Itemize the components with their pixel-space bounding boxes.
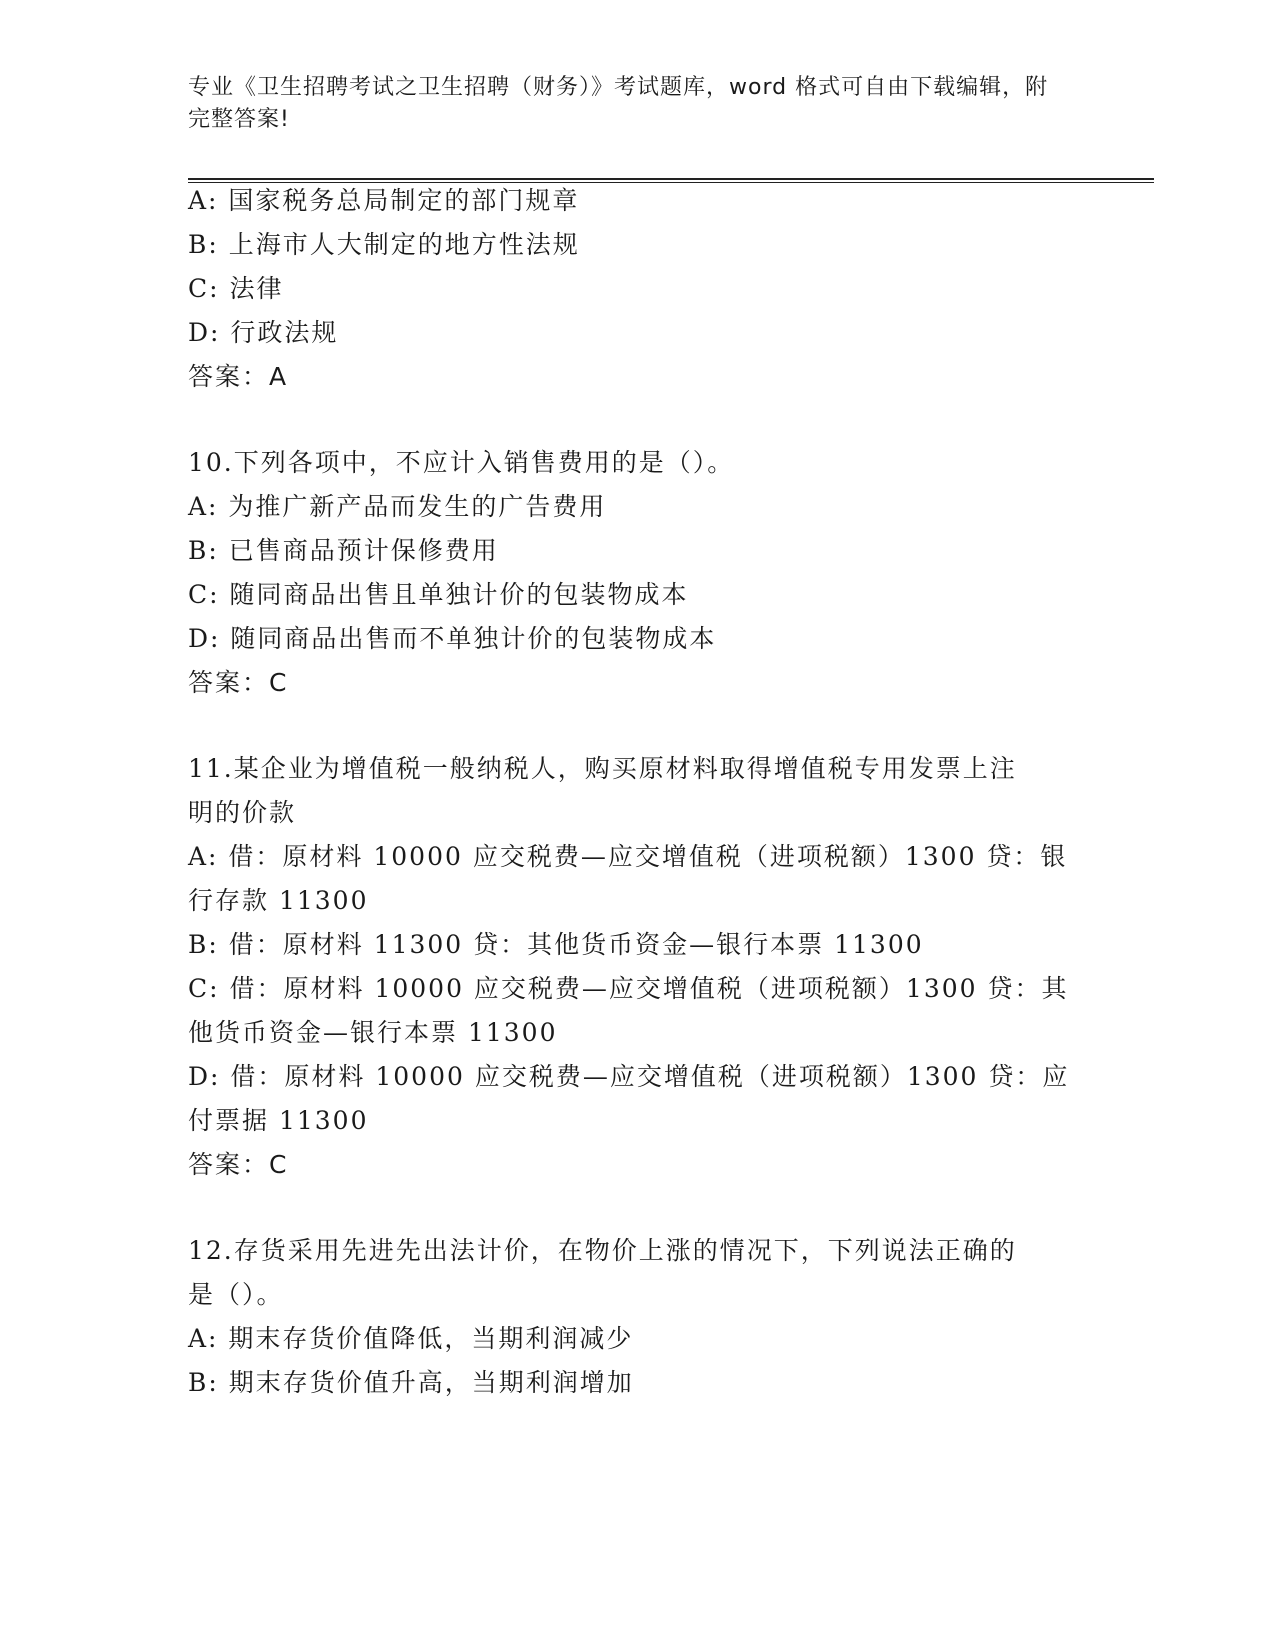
document-header: 专业《卫生招聘考试之卫生招聘（财务）》考试题库，word 格式可自由下载编辑，附完整答案! (188, 75, 1049, 132)
q9-option-d: D: 行政法规 (188, 318, 339, 347)
q10-answer: 答案：C (188, 668, 289, 697)
q11-option-c-line1: C: 借：原材料 10000 应交税费—应交增值税（进项税额）1300 贷：其 (188, 974, 1069, 1003)
q9-option-a: A: 国家税务总局制定的部门规章 (188, 186, 580, 215)
q10-stem: 10.下列各项中，不应计入销售费用的是（）。 (188, 448, 735, 477)
q10-option-d: D: 随同商品出售而不单独计价的包装物成本 (188, 624, 717, 653)
q11-option-d-line1: D: 借：原材料 10000 应交税费—应交增值税（进项税额）1300 贷：应 (188, 1062, 1070, 1091)
q12-stem-line1: 12.存货采用先进先出法计价，在物价上涨的情况下，下列说法正确的 (188, 1236, 1017, 1265)
q9-option-b: B: 上海市人大制定的地方性法规 (188, 230, 580, 259)
q10-option-a: A: 为推广新产品而发生的广告费用 (188, 492, 607, 521)
q11-answer: 答案：C (188, 1150, 289, 1179)
q11-stem-line1: 11.某企业为增值税一般纳税人，购买原材料取得增值税专用发票上注 (188, 754, 1017, 783)
q12-option-a: A: 期末存货价值降低，当期利润减少 (188, 1324, 634, 1353)
q10-option-b: B: 已售商品预计保修费用 (188, 536, 499, 565)
q10-option-c: C: 随同商品出售且单独计价的包装物成本 (188, 580, 689, 609)
q11-option-a-line2: 行存款 11300 (188, 886, 369, 915)
q9-answer: 答案：A (188, 362, 289, 391)
q9-option-c: C: 法律 (188, 274, 284, 303)
q11-option-b: B: 借：原材料 11300 贷：其他货币资金—银行本票 11300 (188, 930, 924, 959)
q11-option-a-line1: A: 借：原材料 10000 应交税费—应交增值税（进项税额）1300 贷：银 (188, 842, 1068, 871)
q11-option-c-line2: 他货币资金—银行本票 11300 (188, 1018, 558, 1047)
q11-stem-line2: 明的价款 (188, 798, 297, 827)
q12-stem-line2: 是（）。 (188, 1280, 284, 1309)
q12-option-b: B: 期末存货价值升高，当期利润增加 (188, 1368, 634, 1397)
q11-option-d-line2: 付票据 11300 (188, 1106, 369, 1135)
